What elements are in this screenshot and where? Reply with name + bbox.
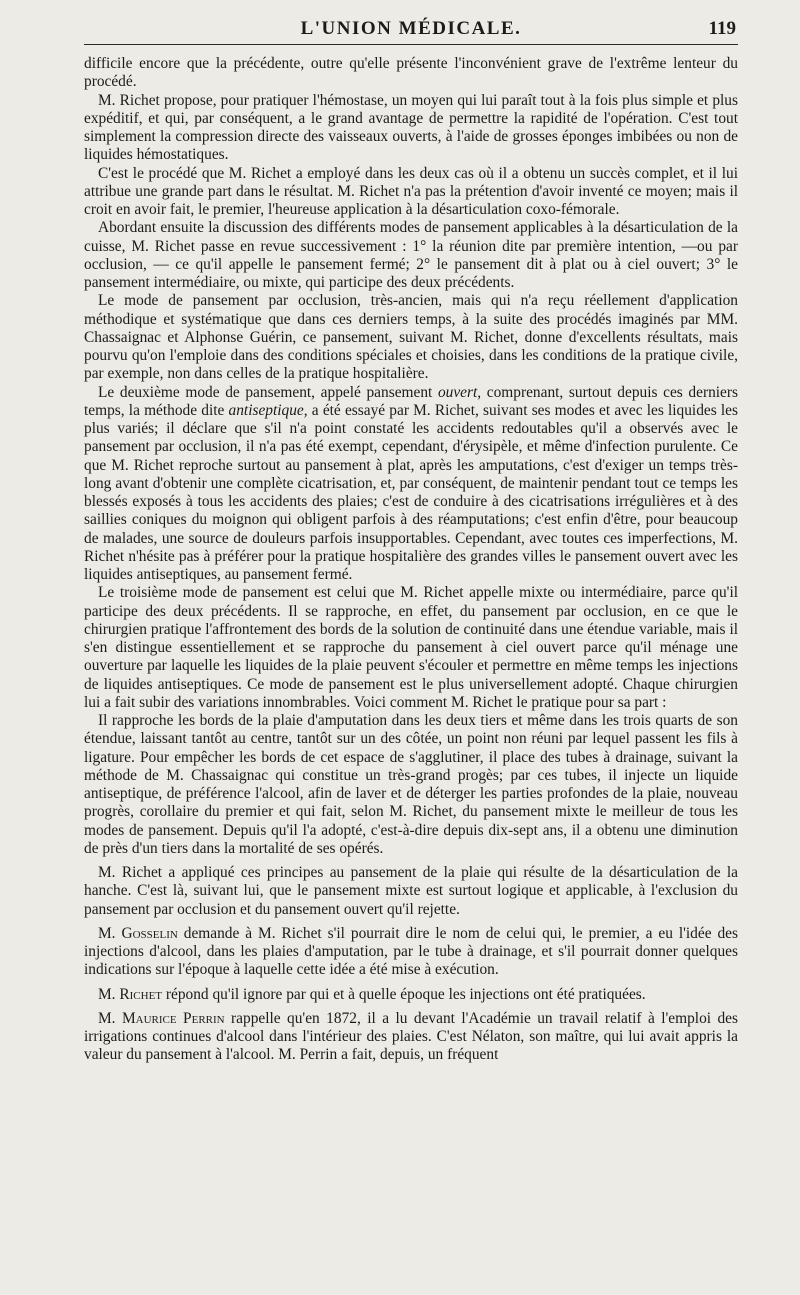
text-run: comprenant, surtout depuis ces derniers temps, la méthode dite	[84, 383, 739, 419]
article-body	[84, 55, 738, 1065]
paragraph: C'est le procédé que M. Richet a employé dans les deux cas où il a obtenu un succès complet, et il lui attribue une grande part dans le résultat. M. Richet n'a pas la prétention d'avoir inventé ce moyen; mais il croit en avoir fait, le premier, l'heureuse application à la désarticulation coxo-fémorale.	[84, 164, 738, 218]
paragraph: Abordant ensuite la discussion des différents modes de pansement applicables à la désarticulation de la cuisse, M. Richet passe en revue successivement : 1° la réunion dite par première intention, —ou par occlusion, — ce qu'il appelle le pansement fermé; 2° le pansement dit à plat ou à ciel ouvert; 3° le pansement intermédiaire, ou mixte, qui participe des deux précédents.	[84, 219, 738, 291]
paragraph: Il rapproche les bords de la plaie d'amputation dans les deux tiers et même dans les trois quarts de son étendue, laissant tantôt au centre, tantôt sur un des côtée, un point non réuni par lequel passent les fils à ligature. Pour empêcher les bords de cet espace de s'agglutiner, il place des tubes à drainage, suivant la méthode de M. Chassaignac qui constitue un très-grand progès; par ces tubes, il injecte un liquide antiseptique, de préférence l'alcool, afin de laver et de déterger les parties profondes de la plaie, nouveau progrès, corollaire du premier et qui fait, selon M. Richet, du pansement mixte le meilleur de tous les modes de pansement. Depuis qu'il l'a adopté, c'est-à-dire depuis dix-sept ans, il a obtenu une diminution de près d'un tiers dans la mortalité de ses opérés.	[84, 712, 738, 857]
speaker-text: rappelle qu'en 1872, il a lu devant l'Académie un travail relatif à l'emploi des irrigations continues d'alcool dans l'intérieur des plaies. C'est Nélaton, son maître, qui lui avait appris la valeur du pansement à l'alcool. M. Perrin a fait, depuis, un fréquent	[84, 1009, 739, 1064]
page-number: 119	[708, 18, 736, 39]
speaker-name: M. Maurice Perrin	[98, 1009, 225, 1027]
text-run: Le deuxième mode de pansement, appelé pansement	[98, 383, 438, 401]
discussion-gosselin	[84, 925, 738, 980]
speaker-name: M. Richet	[98, 985, 163, 1003]
italic-term-antiseptique: antiseptique,	[228, 401, 308, 419]
speaker-text: répond qu'il ignore par qui et à quelle époque les injections ont été pratiquées.	[162, 985, 646, 1003]
discussion-richet	[84, 986, 738, 1004]
text-run: a été essayé par M. Richet, suivant ses modes et avec les liquides les plus variés; il déclare que s'il n'a point constaté les accidents redoutables qu'il a observés avec le pansement par occlusion, il n'a pas été exempt, cependant, d'érysipèle, et même d'infection purulente. Ce que M. Richet reproche surtout au pansement à plat, après les amputations, c'est d'exiger un temps très-long avant d'obtenir une complète cicatrisation, et, par conséquent, de maintenir pendant tout ce temps les blessés exposés à tous les accidents des plaies; c'est de conduire à des cicatrisations irrégulières et à des saillies coniques du moignon qui obligent parfois à des réamputations; c'est enfin d'être, pour beaucoup de malades, une source de douleurs parfois insupportables. Cependant, avec toutes ces imperfections, M. Richet n'hésite pas à préférer pour la pratique hospitalière des grandes villes le pansement ouvert avec les liquides antiseptiques, au pansement fermé.	[84, 401, 739, 583]
paragraph-second-mode	[84, 384, 738, 585]
speaker-name: M. Gosselin	[98, 924, 178, 942]
discussion-perrin	[84, 1010, 738, 1065]
paragraph: M. Richet a appliqué ces principes au pansement de la plaie qui résulte de la désarticulation de la hanche. C'est là, suivant lui, que le pansement mixte est surtout logique et applicable, à l'exclusion du pansement par occlusion et du pansement ouvert qu'il rejette.	[84, 864, 738, 918]
speaker-text: demande à M. Richet s'il pourrait dire le nom de celui qui, le premier, a eu l'idée des injections d'alcool, dans les plaies d'amputation, par le tube à drainage, et s'il pourrait donner quelques indications sur l'époque à laquelle cette idée a été mise à exécution.	[84, 924, 738, 979]
paragraph: M. Richet propose, pour pratiquer l'hémostase, un moyen qui lui paraît tout à la fois plus simple et plus expéditif, et qui, par conséquent, a le grand avantage de permettre la rapidité de l'opération. C'est tout simplement la compression directe des vaisseaux ouverts, à l'aide de grosses éponges imbibées ou non de liquides hémostatiques.	[84, 91, 738, 164]
paragraph: Le mode de pansement par occlusion, très-ancien, mais qui n'a reçu réellement d'application méthodique et systématique que dans ces derniers temps, à la suite des procédés imaginés par MM. Chassaignac et Alphonse Guérin, ce pansement, suivant M. Richet, donne d'excellents résultats, mais pourvu qu'on l'emploie dans des conditions spéciales et choisies, dans les conditions de la pratique civile, par exemple, non dans celles de la pratique hospitalière.	[84, 292, 738, 383]
journal-title: L'UNION MÉDICALE.	[300, 18, 522, 39]
italic-term-ouvert: ouvert,	[437, 383, 482, 401]
paragraph: Le troisième mode de pansement est celui que M. Richet appelle mixte ou intermédiaire, parce qu'il participe des deux précédents. Il se rapproche, en effet, du pansement par occlusion, en ce que le chirurgien pratique l'affrontement des bords de la solution de continuité dans une étendue variable, mais il s'en distingue essentiellement et se rapproche du pansement à ciel ouvert parce qu'il ménage une ouverture par laquelle les liquides de la plaie peuvent s'écouler et permettre en même temps les injections de liquides antiseptiques. Ce mode de pansement est le plus universellement adopté. Chaque chirurgien lui a fait subir des variations innombrables. Voici comment M. Richet le pratique pour sa part :	[84, 584, 738, 711]
paragraph: difficile encore que la précédente, outre qu'elle présente l'inconvénient grave de l'extrême lenteur du procédé.	[84, 55, 738, 91]
running-header	[84, 14, 738, 45]
